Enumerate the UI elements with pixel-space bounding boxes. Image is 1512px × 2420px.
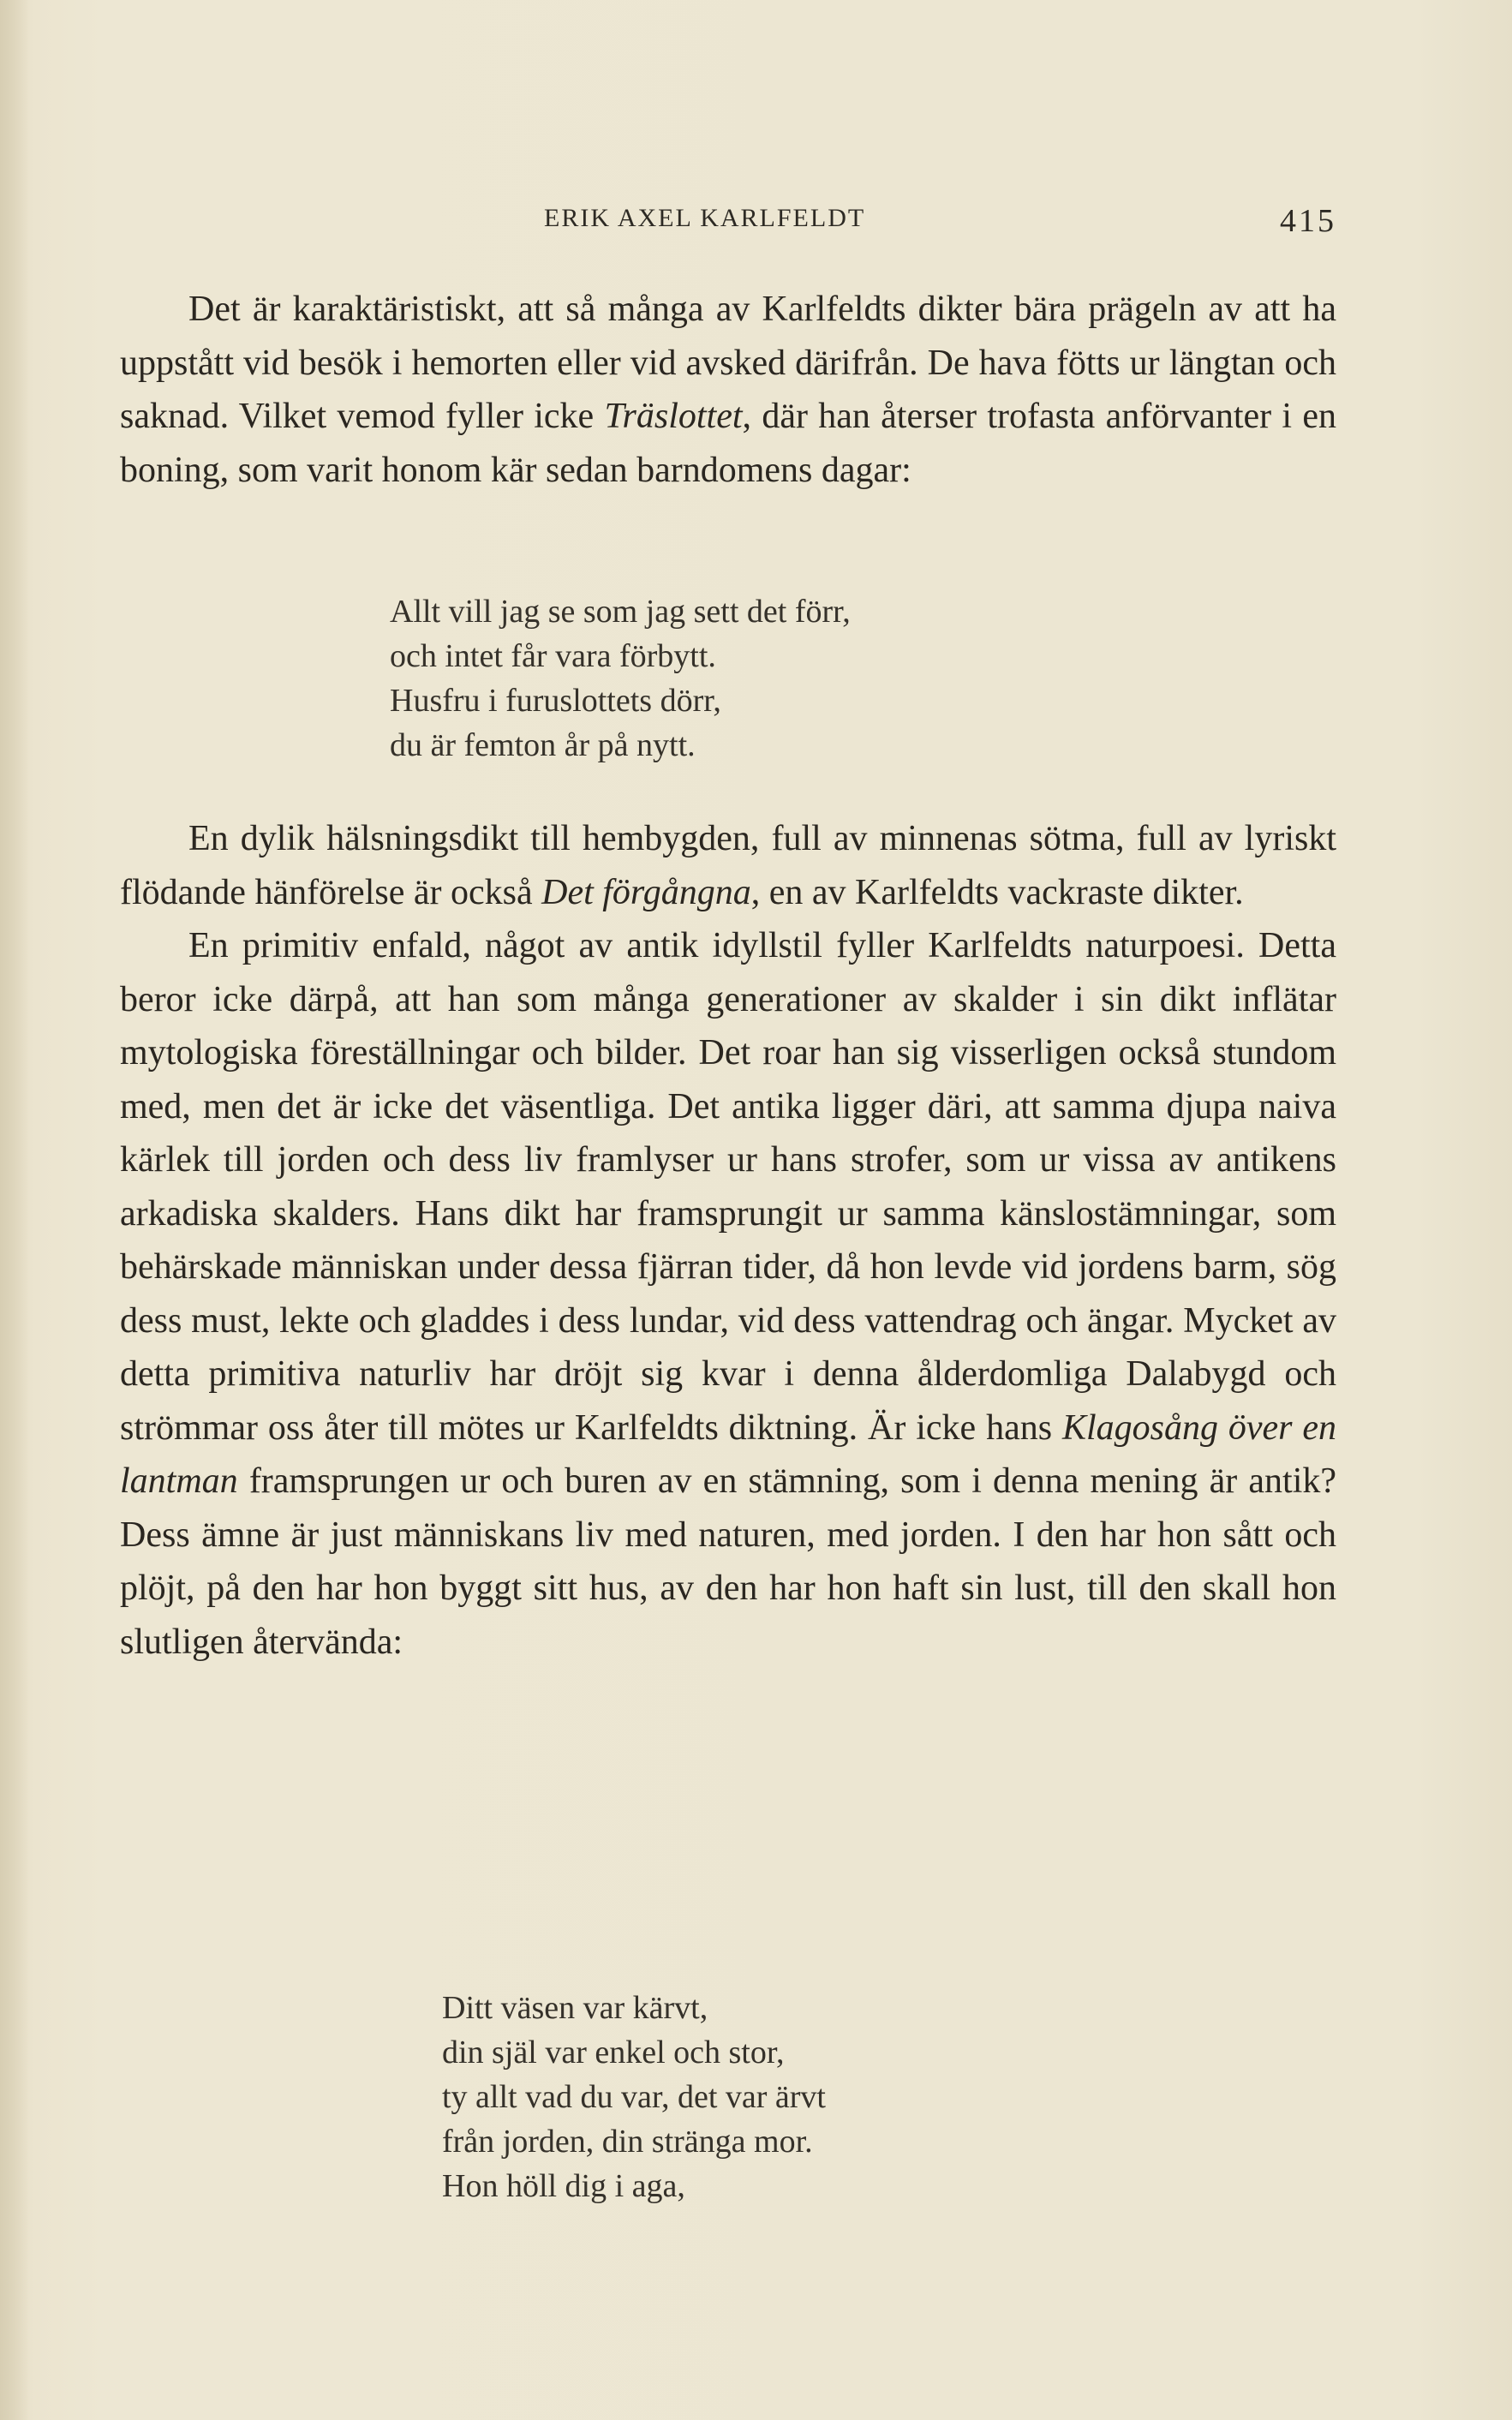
verse-line: från jorden, din stränga mor. xyxy=(442,2124,813,2160)
body-text-main xyxy=(120,812,1336,1669)
page-gutter-shadow xyxy=(0,0,29,2420)
verse-line: Hon höll dig i aga, xyxy=(442,2168,685,2204)
page-header xyxy=(120,204,1336,238)
paragraph-3-text: En primitiv enfald, något av antik idyllstil fyller Karlfeldts naturpoesi. Detta beror icke därpå, att han som många generationer av skalder i sin dikt inflätar mytologiska föreställningar och bilder. Det roar han sig visserligen också stundom med, men det är icke det väsentliga. Det antika ligger däri, att samma djupa naiva kärlek till jorden och dess liv framlyser ur hans strofer, som ur vissa av antikens arkadiska skalders. Hans dikt har framsprungit ur samma känslostämningar, som behärskade människan under dessa fjärran tider, då hon levde vid jordens barm, sög dess must, lekte och gladdes i dess lundar, vid dess vattendrag och ängar. Mycket av detta primitiva naturliv har dröjt sig kvar i denna ålderdomliga Dalabygd och strömmar oss åter till mötes ur Karlfeldts diktning. Är icke hans xyxy=(120,926,1336,1448)
poem-quote-1 xyxy=(390,589,851,768)
body-text-top xyxy=(120,283,1336,497)
work-title-traslottet: Träslottet xyxy=(604,397,743,436)
poem-quote-2 xyxy=(442,1986,826,2208)
paragraph-2-text-end: , en av Karlfeldts vackraste dikter. xyxy=(750,872,1244,912)
paragraph-3-text-end: framsprungen ur och buren av en stämning, som i denna mening är antik? Dess ämne är just människans liv med naturen, med jorden. I den har hon sått och plöjt, på den har hon byggt sitt hus, av den har hon haft sin lust, till den skall hon slutligen återvända: xyxy=(120,1461,1336,1662)
paragraph-1-text: Det är karaktäristiskt, att så många av Karlfeldts dikter bära prägeln av att ha uppstått vid besök i hemorten eller vid avsked därifrån. De hava fötts ur längtan och saknad. Vilket vemod fyller icke xyxy=(120,290,1336,436)
paragraph-1-text-end: , där han återser trofasta anförvanter i en boning, som varit honom kär sedan barndomens dagar: xyxy=(120,397,1337,490)
work-title-det-forgangna: Det förgångna xyxy=(541,872,751,912)
work-title-klagosang: Klagosång över en lantman xyxy=(120,1407,1337,1501)
paragraph-trasslottet xyxy=(120,283,1336,497)
verse-line: Husfru i furuslottets dörr, xyxy=(390,683,721,719)
page-number: 415 xyxy=(1280,203,1336,239)
verse-line: och intet får vara förbytt. xyxy=(390,638,716,674)
paragraph-naturpoesi xyxy=(120,919,1336,1669)
paragraph-det-forgangna xyxy=(120,812,1336,919)
verse-line: Allt vill jag se som jag sett det förr, xyxy=(390,594,851,630)
paragraph-2-text: En dylik hälsningsdikt till hembygden, full av minnenas sötma, full av lyriskt flödande hänförelse är också xyxy=(120,819,1336,912)
verse-line: din själ var enkel och stor, xyxy=(442,2035,785,2070)
verse-line: Ditt väsen var kärvt, xyxy=(442,1990,708,2026)
verse-line: du är femton år på nytt. xyxy=(390,727,696,763)
verse-line: ty allt vad du var, det var ärvt xyxy=(442,2079,826,2115)
running-head: ERIK AXEL KARLFELDT xyxy=(544,204,866,232)
